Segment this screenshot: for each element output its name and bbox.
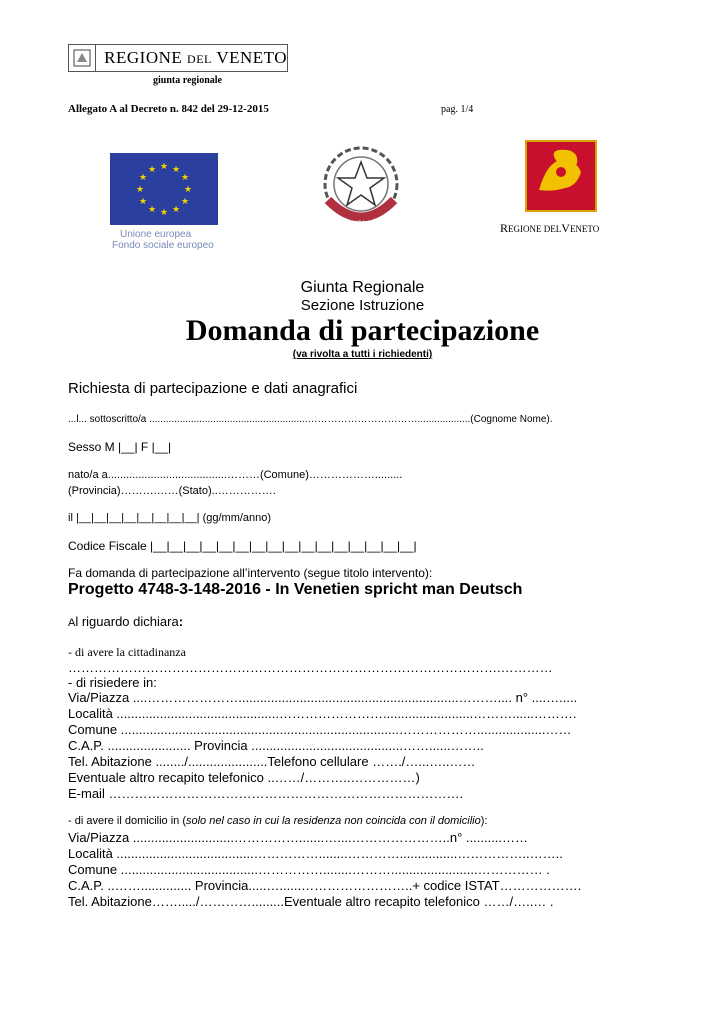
svg-text:★: ★ xyxy=(159,162,169,172)
field-sesso: Sesso M |__| F |__| xyxy=(68,440,172,454)
title-note: (va rivolta a tutti i richiedenti) xyxy=(292,349,433,360)
title-giunta: Giunta Regionale xyxy=(300,279,425,296)
svg-text:★: ★ xyxy=(138,197,148,207)
svg-text:★: ★ xyxy=(180,197,190,207)
svg-text:★: ★ xyxy=(135,185,145,195)
page-number: pag. 1/4 xyxy=(441,104,474,115)
eu-caption-line2: Fondo sociale europeo xyxy=(112,240,214,251)
field-codice-fiscale: Codice Fiscale |__|__|__|__|__|__|__|__|__|__|__|__|__|__|__|__| xyxy=(68,539,417,553)
field-via: Via/Piazza ....………………….............................................................……….... n° ....…..... xyxy=(68,690,578,705)
dom-field-via: Via/Piazza ............................…………….......…....…………………..n° ..........…… xyxy=(68,830,529,845)
title-sezione: Sezione Istruzione xyxy=(300,297,425,314)
allegato-line: Allegato A al Decreto n. 842 del 29-12-2015 xyxy=(68,103,269,115)
field-nato: nato/a a.......................................………(Comune)………………......... xyxy=(68,469,403,481)
field-localita: Località .............................................…………………….........................………......………. xyxy=(68,706,577,721)
crest-icon xyxy=(69,45,96,71)
repubblica-italiana-emblem-icon xyxy=(318,142,404,237)
svg-text:★: ★ xyxy=(147,205,157,215)
veneto-caption: REGIONE DELVENETO xyxy=(500,221,600,235)
field-cittadinanza-label: - di avere la cittadinanza xyxy=(68,645,186,659)
regione-veneto-logo xyxy=(68,44,288,72)
logo-text-regione: REGIONE xyxy=(104,48,183,67)
svg-text:★: ★ xyxy=(180,173,190,183)
field-email: E-mail ………………………………………………………………………. xyxy=(68,786,464,801)
svg-text:★: ★ xyxy=(138,173,148,183)
svg-text:★: ★ xyxy=(171,205,181,215)
field-data-nascita: il |__|__|__|__|__|__|__|__| (gg/mm/anno) xyxy=(68,512,272,524)
progetto-title: Progetto 4748-3-148-2016 - In Venetien spricht man Deutsch xyxy=(68,581,523,598)
eu-flag-icon xyxy=(110,153,218,225)
dichiara-label: Al riguardo dichiara: xyxy=(68,614,184,629)
giunta-regionale-sub: giunta regionale xyxy=(153,75,222,86)
section-heading-dati: Richiesta di partecipazione e dati anagrafici xyxy=(68,380,358,397)
svg-text:★: ★ xyxy=(159,208,169,218)
eu-caption-line1: Unione europea xyxy=(120,229,192,240)
logo-text-del: DEL xyxy=(187,52,212,66)
dom-field-localita: Località ......................................……………........…………................……………..…….. xyxy=(68,846,563,861)
lion-of-st-mark-shield-icon xyxy=(525,140,597,212)
svg-text:★: ★ xyxy=(183,185,193,195)
field-sottoscritto: ...l... sottoscritto/a .........................................................……………………………...................(Cognome Nome). xyxy=(68,414,553,425)
dom-field-comune: Comune ......................................……………........………........................…………… . xyxy=(68,862,550,877)
field-tel: Tel. Abitazione ......../......................Telefono cellulare ……./…...…..…… xyxy=(68,754,476,769)
field-cittadinanza-dots: ……………………………………………………………………………………….………… xyxy=(68,660,553,675)
field-risiedere-label: - di risiedere in: xyxy=(68,675,157,690)
field-comune: Comune .............................................................................………………...................…… xyxy=(68,722,572,737)
dom-field-cap: C.A.P. ..…….............. Provincia.....…......……………………..+ codice ISTAT………………. xyxy=(68,878,582,893)
dom-field-tel: Tel. Abitazione……...../………….........Eventuale altro recapito telefonico ……/…..… . xyxy=(68,894,554,909)
page-title: Domanda di partecipazione xyxy=(185,314,540,347)
field-altro-recapito: Eventuale altro recapito telefonico ..……/………..……………) xyxy=(68,770,420,785)
italia-ring-text: REPUBBLICA ITALIANA xyxy=(327,220,395,227)
svg-text:★: ★ xyxy=(147,165,157,175)
field-provincia-stato: (Provincia)……….……(Stato)..……………. xyxy=(68,485,276,497)
svg-text:★: ★ xyxy=(171,165,181,175)
fa-domanda-text: Fa domanda di partecipazione all’intervento (segue titolo intervento): xyxy=(68,566,433,580)
field-cap: C.A.P. ....................... Provincia ..........................................……......…….. xyxy=(68,738,484,753)
domicilio-intro: - di avere il domicilio in (solo nel caso in cui la residenza non coincida con il domicilio): xyxy=(68,815,488,827)
logo-text-veneto: VENETO xyxy=(216,48,287,67)
